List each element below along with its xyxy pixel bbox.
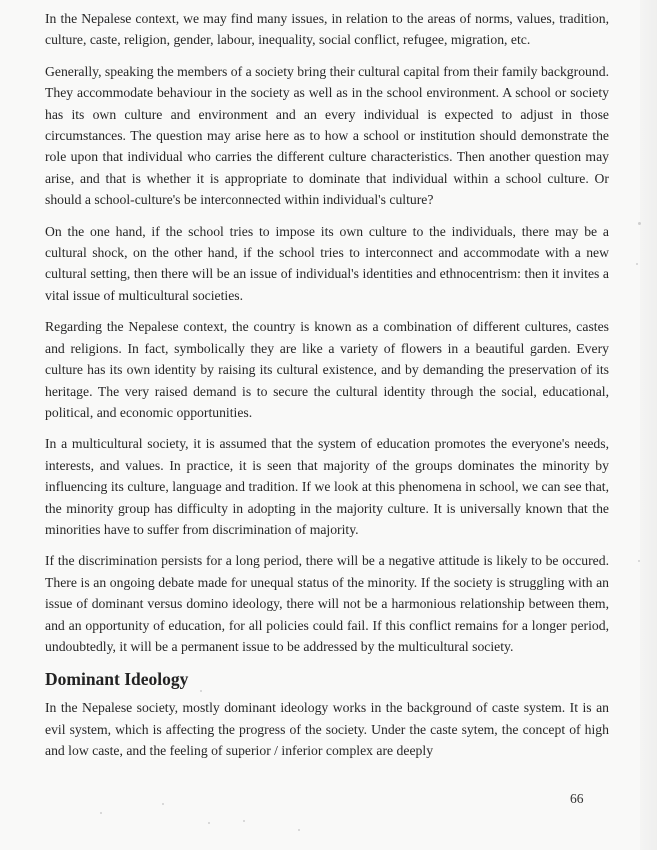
- page-number: 66: [570, 791, 584, 806]
- paragraph-cultural-capital: Generally, speaking the members of a society bring their cultural capital from their family background. They accommodate behaviour in the society as well as in the school environment. A school or society has its own culture and environment and an every individual is expected to adjust in those circumstances. The question may arise here as to how a school or institution should demonstrate the role upon that individual who carries the different culture characteristics. Then another question may arise, and that is whether it is appropriate to dominate that individual within a school culture. Or should a school-culture's be interconnected within individual's culture?: [45, 63, 609, 208]
- scan-speck: [638, 222, 641, 225]
- scan-speck: [638, 560, 640, 562]
- scan-speck: [298, 829, 300, 831]
- paragraph-issues: In the Nepalese context, we may find many issues, in relation to the areas of norms, values, tradition, culture, caste, religion, gender, labour, inequality, social conflict, refugee, migration, etc.: [45, 11, 609, 48]
- paragraph-nepalese-cultures: Regarding the Nepalese context, the country is known as a combination of different cultures, castes and religions. In fact, symbolically they are like a variety of flowers in a beautiful garden. Every culture has its own identity by raising its cultural existence, and by demanding the preservation of its heritage. The very raised demand is to secure the cultural identity through the social, educational, political, and economic opportunities.: [45, 319, 609, 420]
- paragraph-multicultural-society: In a multicultural society, it is assumed that the system of education promotes the everyone's needs, interests, and values. In practice, it is seen that majority of the groups dominates the minority by influencing its culture, language and tradition. If we look at this phenomena in school, we can see that, the minority group has difficulty in adopting in the majority culture. It is universally known that the minorities have to suffer from discrimination of majority.: [45, 436, 609, 537]
- page-edge-shadow: [640, 0, 657, 850]
- paragraph-cultural-shock: On the one hand, if the school tries to impose its own culture to the individuals, there may be a cultural shock, on the other hand, if the school tries to interconnect and accommodate with a new cultural setting, then there will be an issue of individual's identities and ethnocentrism: then it invites a vital issue of multicultural societies.: [45, 223, 609, 303]
- scan-speck: [243, 820, 245, 822]
- scan-speck: [162, 803, 164, 805]
- scan-speck: [208, 822, 210, 824]
- paragraph-discrimination: If the discrimination persists for a long period, there will be a negative attitude is likely to be occured. There is an ongoing debate made for unequal status of the minority. If the society is struggling with an issue of dominant versus domino ideology, there will not be a harmonious relationship between them, and an opportunity of education, for all policies could fail. If this conflict remains for a longer period, undoubtedly, it will be a permanent issue to be addressed by the multicultural society.: [45, 553, 609, 654]
- page-content: [45, 8, 609, 772]
- section-heading: Dominant Ideology: [45, 669, 189, 690]
- scan-speck: [636, 263, 638, 265]
- scan-speck: [100, 812, 102, 814]
- scan-speck: [200, 690, 202, 692]
- paragraph-dominant-ideology: In the Nepalese society, mostly dominant ideology works in the background of caste system. It is an evil system, which is affecting the progress of the society. Under the caste sytem, the concept of high and low caste, and the feeling of superior / inferior complex are deeply: [45, 700, 609, 759]
